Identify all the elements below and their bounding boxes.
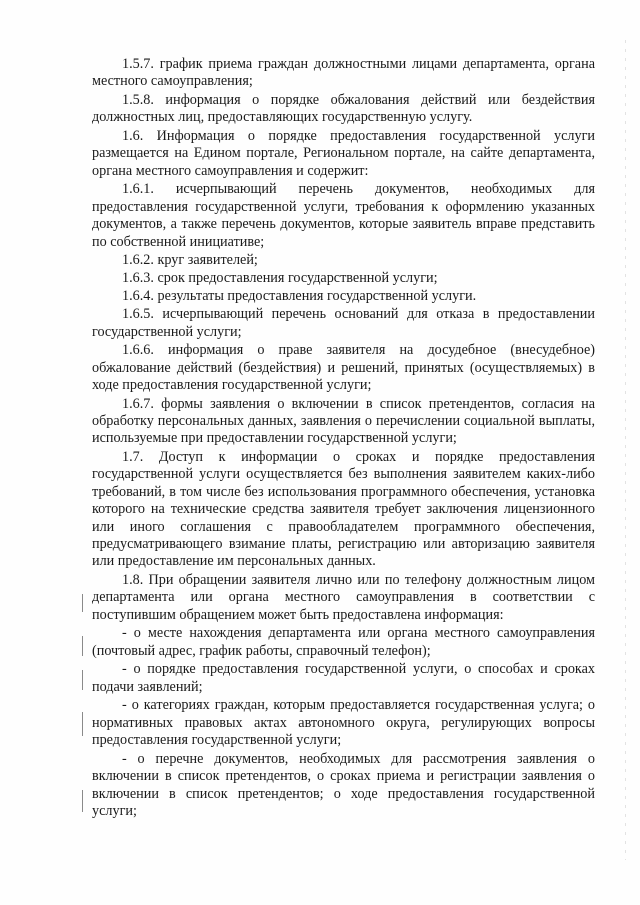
paragraph-1-6-1: 1.6.1. исчерпывающий перечень документов, необходимых для предоставления государственной услуги, требования к оформлению указанных документов, а также перечень документов, которые заявитель вправе представить по собственной инициативе; bbox=[92, 181, 595, 250]
margin-mark bbox=[82, 636, 83, 656]
paragraph-1-5-7: 1.5.7. график приема граждан должностными лицами департамента, органа местного самоуправления; bbox=[92, 56, 595, 90]
paragraph-1-6-4: 1.6.4. результаты предоставления государственной услуги. bbox=[122, 288, 477, 305]
paragraph-1-6-2: 1.6.2. круг заявителей; bbox=[122, 252, 258, 269]
paragraph-1-6: 1.6. Информация о порядке предоставления государственной услуги размещается на Едином портале, Региональном портале, на сайте департамента, органа местного самоуправления и содержит: bbox=[92, 128, 595, 179]
list-item-categories: - о категориях граждан, которым предоставляется государственная услуга; о нормативных правовых актах автономного округа, регулирующих вопросы предоставления государственной услуги; bbox=[92, 697, 595, 749]
paragraph-1-6-7: 1.6.7. формы заявления о включении в список претендентов, согласия на обработку персональных данных, заявления о перечислении социальной выплаты, используемые при предоставлении государственной услуги; bbox=[92, 395, 595, 447]
paragraph-1-6-3: 1.6.3. срок предоставления государственной услуги; bbox=[122, 270, 438, 287]
paragraph-1-5-8: 1.5.8. информация о порядке обжалования действий или бездействия должностных лиц, предоставляющих государственную услугу. bbox=[92, 92, 595, 126]
list-item-documents: - о перечне документов, необходимых для рассмотрения заявления о включении в список претендентов, о сроках приема и регистрации заявления о включении в список претендентов; о ходе предоставления государственной услуги; bbox=[92, 750, 595, 820]
paragraph-1-7: 1.7. Доступ к информации о сроках и порядке предоставления государственной услуги осуществляется без выполнения заявителем каких-либо требований, в том числе без использования программного обеспечения, установка которого на технические средства заявителя требует заключения лицензионного или иного соглашения с правообладателем программного обеспечения, предусматривающего взимание платы, регистрацию или авторизацию заявителя или предоставление им персональных данных. bbox=[92, 449, 595, 570]
margin-mark bbox=[82, 594, 83, 612]
list-item-procedure: - о порядке предоставления государственной услуги, о способах и сроках подачи заявлений; bbox=[92, 661, 595, 695]
margin-mark bbox=[82, 670, 83, 690]
scan-edge-artifact bbox=[625, 40, 626, 860]
paragraph-1-6-5: 1.6.5. исчерпывающий перечень оснований для отказа в предоставлении государственной услуги; bbox=[92, 306, 595, 340]
paragraph-1-8: 1.8. При обращении заявителя лично или по телефону должностным лицом департамента или органа местного самоуправления в соответствии с поступившим обращением может быть предоставлена информация: bbox=[92, 572, 595, 623]
document-body bbox=[92, 56, 595, 822]
list-item-location: - о месте нахождения департамента или органа местного самоуправления (почтовый адрес, график работы, справочный телефон); bbox=[92, 625, 595, 659]
paragraph-1-6-6: 1.6.6. информация о праве заявителя на досудебное (внесудебное) обжалование действий (бездействия) и решений, принятых (осуществляемых) в ходе предоставления государственной услуги; bbox=[92, 342, 595, 394]
margin-mark bbox=[82, 790, 83, 812]
margin-mark bbox=[82, 712, 83, 736]
